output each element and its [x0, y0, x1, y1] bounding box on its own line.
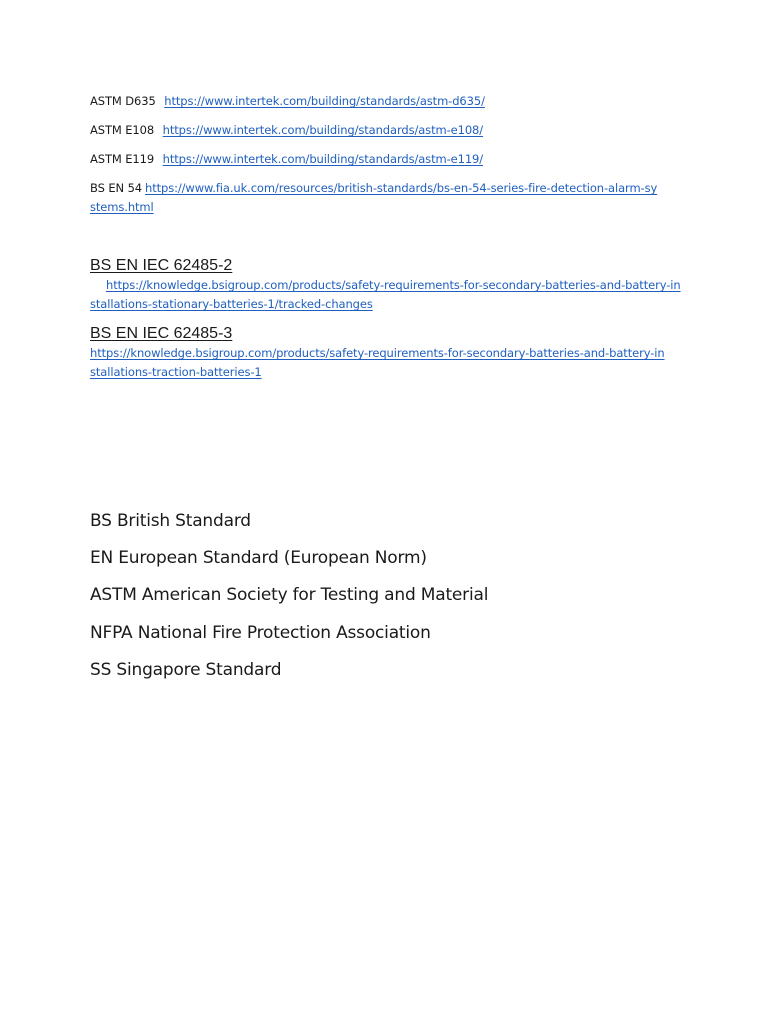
section-link-iec-62485-2	[90, 276, 682, 314]
reference-link[interactable]: https://knowledge.bsigroup.com/products/safety-requirements-for-secondary-batteries-and-battery-installations-traction-batteries-1	[90, 346, 665, 379]
abbreviation-ss: SS Singapore Standard	[90, 660, 282, 680]
section-link-iec-62485-3	[90, 344, 665, 382]
section-heading-iec-62485-3: BS EN IEC 62485-3	[90, 325, 233, 342]
reference-astm-e108	[90, 121, 690, 140]
reference-bs-en-54	[90, 179, 660, 217]
reference-label: ASTM D635	[90, 94, 156, 108]
abbreviation-nfpa: NFPA National Fire Protection Association	[90, 623, 431, 643]
reference-link[interactable]: https://www.fia.uk.com/resources/british-standards/bs-en-54-series-fire-detection-alarm-systems.html	[90, 181, 658, 214]
reference-label: ASTM E108	[90, 123, 155, 137]
reference-astm-e119	[90, 150, 690, 169]
reference-label: BS EN 54	[90, 181, 143, 195]
abbreviation-en: EN European Standard (European Norm)	[90, 548, 427, 568]
reference-link[interactable]: https://www.intertek.com/building/standards/astm-e119/	[162, 152, 484, 166]
abbreviation-astm: ASTM American Society for Testing and Material	[90, 585, 489, 605]
reference-label: ASTM E119	[90, 152, 155, 166]
reference-link[interactable]: https://www.intertek.com/building/standards/astm-d635/	[164, 94, 485, 108]
reference-astm-d635	[90, 92, 690, 111]
reference-link[interactable]: https://knowledge.bsigroup.com/products/safety-requirements-for-secondary-batteries-and-battery-installations-stationary-batteries-1/tracked-changes	[90, 278, 681, 311]
section-heading-iec-62485-2: BS EN IEC 62485-2	[90, 257, 233, 274]
abbreviation-bs: BS British Standard	[90, 511, 251, 531]
reference-link[interactable]: https://www.intertek.com/building/standards/astm-e108/	[162, 123, 484, 137]
